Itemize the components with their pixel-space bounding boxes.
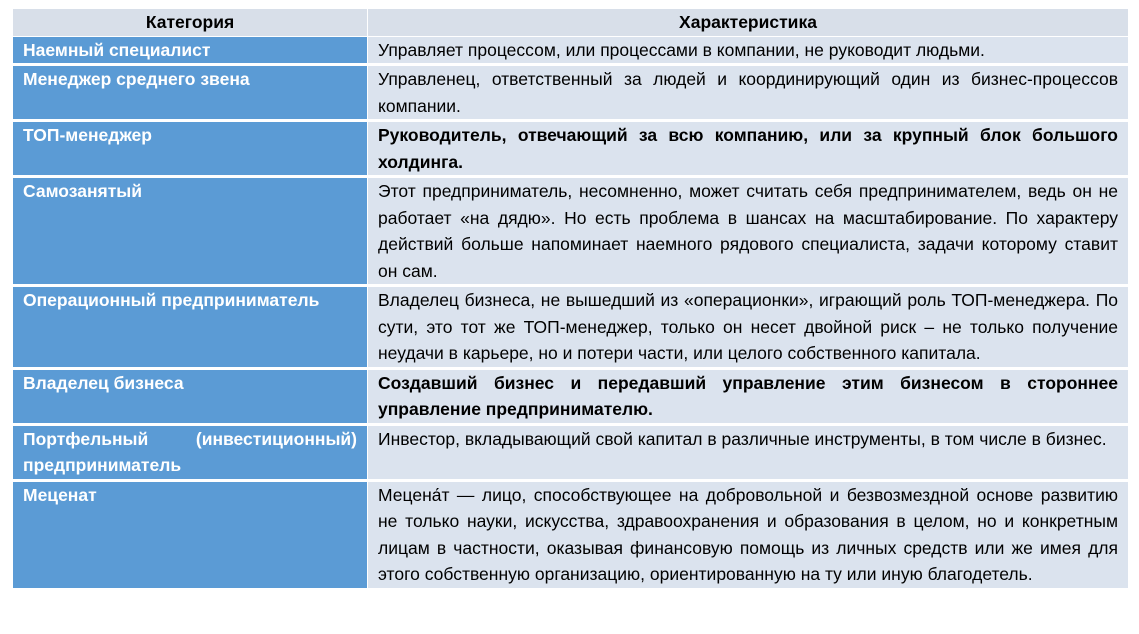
category-cell: Меценат (13, 480, 368, 589)
category-table (12, 8, 1129, 591)
description-cell: Создавший бизнес и передавший управление этим бизнесом в стороннее управление предпринимателю. (368, 368, 1129, 424)
category-label: Портфельный (инвестиционный) предприниматель (23, 428, 357, 475)
description-cell: Инвестор, вкладывающий свой капитал в различные инструменты, в том числе в бизнес. (368, 424, 1129, 480)
table-row (13, 121, 1129, 177)
header-characteristic: Характеристика (368, 9, 1129, 37)
category-cell: Самозанятый (13, 177, 368, 286)
description-cell: Руководитель, отвечающий за всю компанию, или за крупный блок большого холдинга. (368, 121, 1129, 177)
description-cell: Владелец бизнеса, не вышедший из «операционки», играющий роль ТОП-менеджера. По сути, это тот же ТОП-менеджер, только он несет двойной риск – не только получение неудачи в карьере, но и потери части, или целого собственного капитала. (368, 286, 1129, 369)
table-row (13, 36, 1129, 65)
description-cell: Управляет процессом, или процессами в компании, не руководит людьми. (368, 36, 1129, 65)
header-row (13, 9, 1129, 37)
category-cell: Наемный специалист (13, 36, 368, 65)
category-cell (13, 424, 368, 480)
category-cell: Операционный предприниматель (13, 286, 368, 369)
description-cell: Управленец, ответственный за людей и координирующий один из бизнес-процессов компании. (368, 65, 1129, 121)
table-row (13, 177, 1129, 286)
table-row (13, 424, 1129, 480)
table-row (13, 65, 1129, 121)
category-cell: ТОП-менеджер (13, 121, 368, 177)
description-cell: Этот предприниматель, несомненно, может считать себя предпринимателем, ведь он не работает «на дядю». Но есть проблема в шансах на масштабирование. По характеру действий больше напоминает наемного рядового специалиста, задачи которому ставит он сам. (368, 177, 1129, 286)
header-category: Категория (13, 9, 368, 37)
table-row (13, 480, 1129, 589)
category-cell: Менеджер среднего звена (13, 65, 368, 121)
category-cell: Владелец бизнеса (13, 368, 368, 424)
description-cell: Мецена́т — лицо, способствующее на добровольной и безвозмездной основе развитию не только науки, искусства, здравоохранения и образования в целом, но и конкретным лицам в частности, оказывая финансовую помощь из личных средств или же имея для этого собственную организацию, ориентированную на ту или иную благодетель. (368, 480, 1129, 589)
table-row (13, 286, 1129, 369)
table-row (13, 368, 1129, 424)
